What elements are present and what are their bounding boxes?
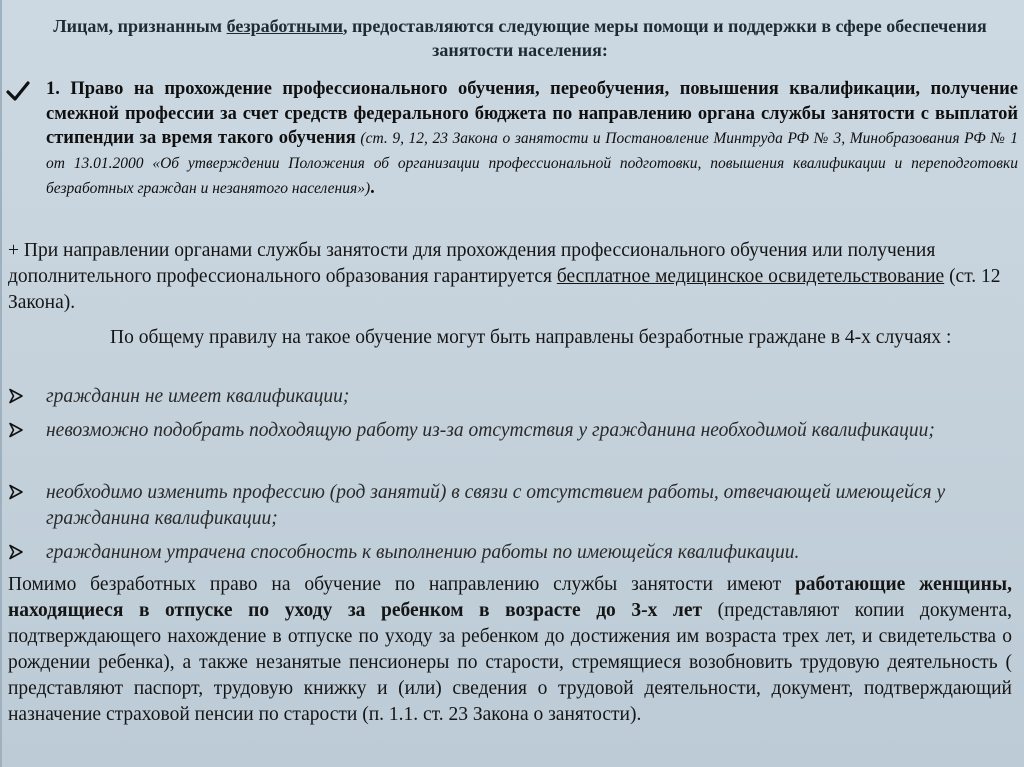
case-text: гражданином утрачена способность к выполнению работы по имеющейся квалификации.	[46, 542, 800, 563]
title-part2: , предоставляются следующие меры помощи и поддержки в сфере обеспечения занятости населения:	[343, 16, 987, 60]
case-item	[8, 480, 1014, 532]
checkmark-icon	[6, 80, 30, 102]
medical-exam-paragraph	[8, 238, 1012, 316]
case-item	[8, 418, 1014, 444]
item-1-legal-reference: (ст. 9, 12, 23 Закона о занятости и Постановление Минтруда РФ № 3, Минобразования РФ № 1 от 13.01.2000 «Об утверждении Положения об организации профессиональной подготовки, повышения квалификации и переподготовки безработных граждан и незанятого населения»)	[46, 130, 1018, 197]
case-text: необходимо изменить профессию (род занятий) в связи с отсутствием работы, отвечающей имеющейся у гражданина квалификации;	[46, 482, 946, 529]
arrow-bullet-icon	[8, 422, 24, 438]
case-item	[8, 384, 1014, 410]
slide-title	[40, 14, 1000, 62]
title-part1: Лицам, признанным	[53, 16, 227, 36]
final-bold-working-women: работающие женщины, находящиеся в отпуске по уходу за ребенком в возрасте до 3-х лет	[8, 574, 1012, 621]
general-rule-text: По общему правилу на такое обучение могут быть направлены безработные граждане в 4-х случаях :	[110, 327, 952, 348]
arrow-bullet-icon	[8, 544, 24, 560]
item-1-end: .	[370, 178, 375, 198]
item-1-right-to-training	[46, 77, 1018, 201]
final-part2: (представляют копии документа, подтверждающего нахождение в отпуске по уходу за ребенком до достижения им возраста трех лет, и свидетельства о рождении ребенка), а также незанятые пенсионеры по старости, стремящиеся возобновить трудовую деятельность ( представляют паспорт, трудовую книжку и (или) сведения о трудовой деятельности, документ, подтверждающий назначение страховой пенсии по старости (п. 1.1. ст. 23 Закона о занятости).	[8, 600, 1012, 725]
general-rule-paragraph	[8, 325, 1012, 351]
case-text: гражданин не имеет квалификации;	[46, 386, 350, 407]
arrow-bullet-icon	[8, 484, 24, 500]
case-text: невозможно подобрать подходящую работу из-за отсутствия у гражданина необходимой квалификации;	[46, 420, 935, 441]
arrow-bullet-icon	[8, 388, 24, 404]
medical-exam-part1: + При направлении органами службы занятости для прохождения профессионального обучения или получения дополнительного профессионального образования гарантируется	[8, 240, 936, 287]
title-underlined-term: безработными	[226, 16, 343, 36]
medical-exam-part2: (ст. 12 Закона).	[8, 266, 1001, 313]
item-1-main-text: 1. Право на прохождение профессионального обучения, переобучения, повышения квалификации, получение смежной профессии за счет средств федерального бюджета по направлению органа службы занятости с выплатой стипендии за время такого обучения	[46, 79, 1018, 148]
final-part1: Помимо безработных право на обучение по направлению службы занятости имеют	[8, 574, 795, 595]
final-paragraph	[8, 572, 1012, 728]
case-item	[8, 540, 1014, 566]
medical-exam-underlined: бесплатное медицинское освидетельствование	[556, 266, 945, 287]
